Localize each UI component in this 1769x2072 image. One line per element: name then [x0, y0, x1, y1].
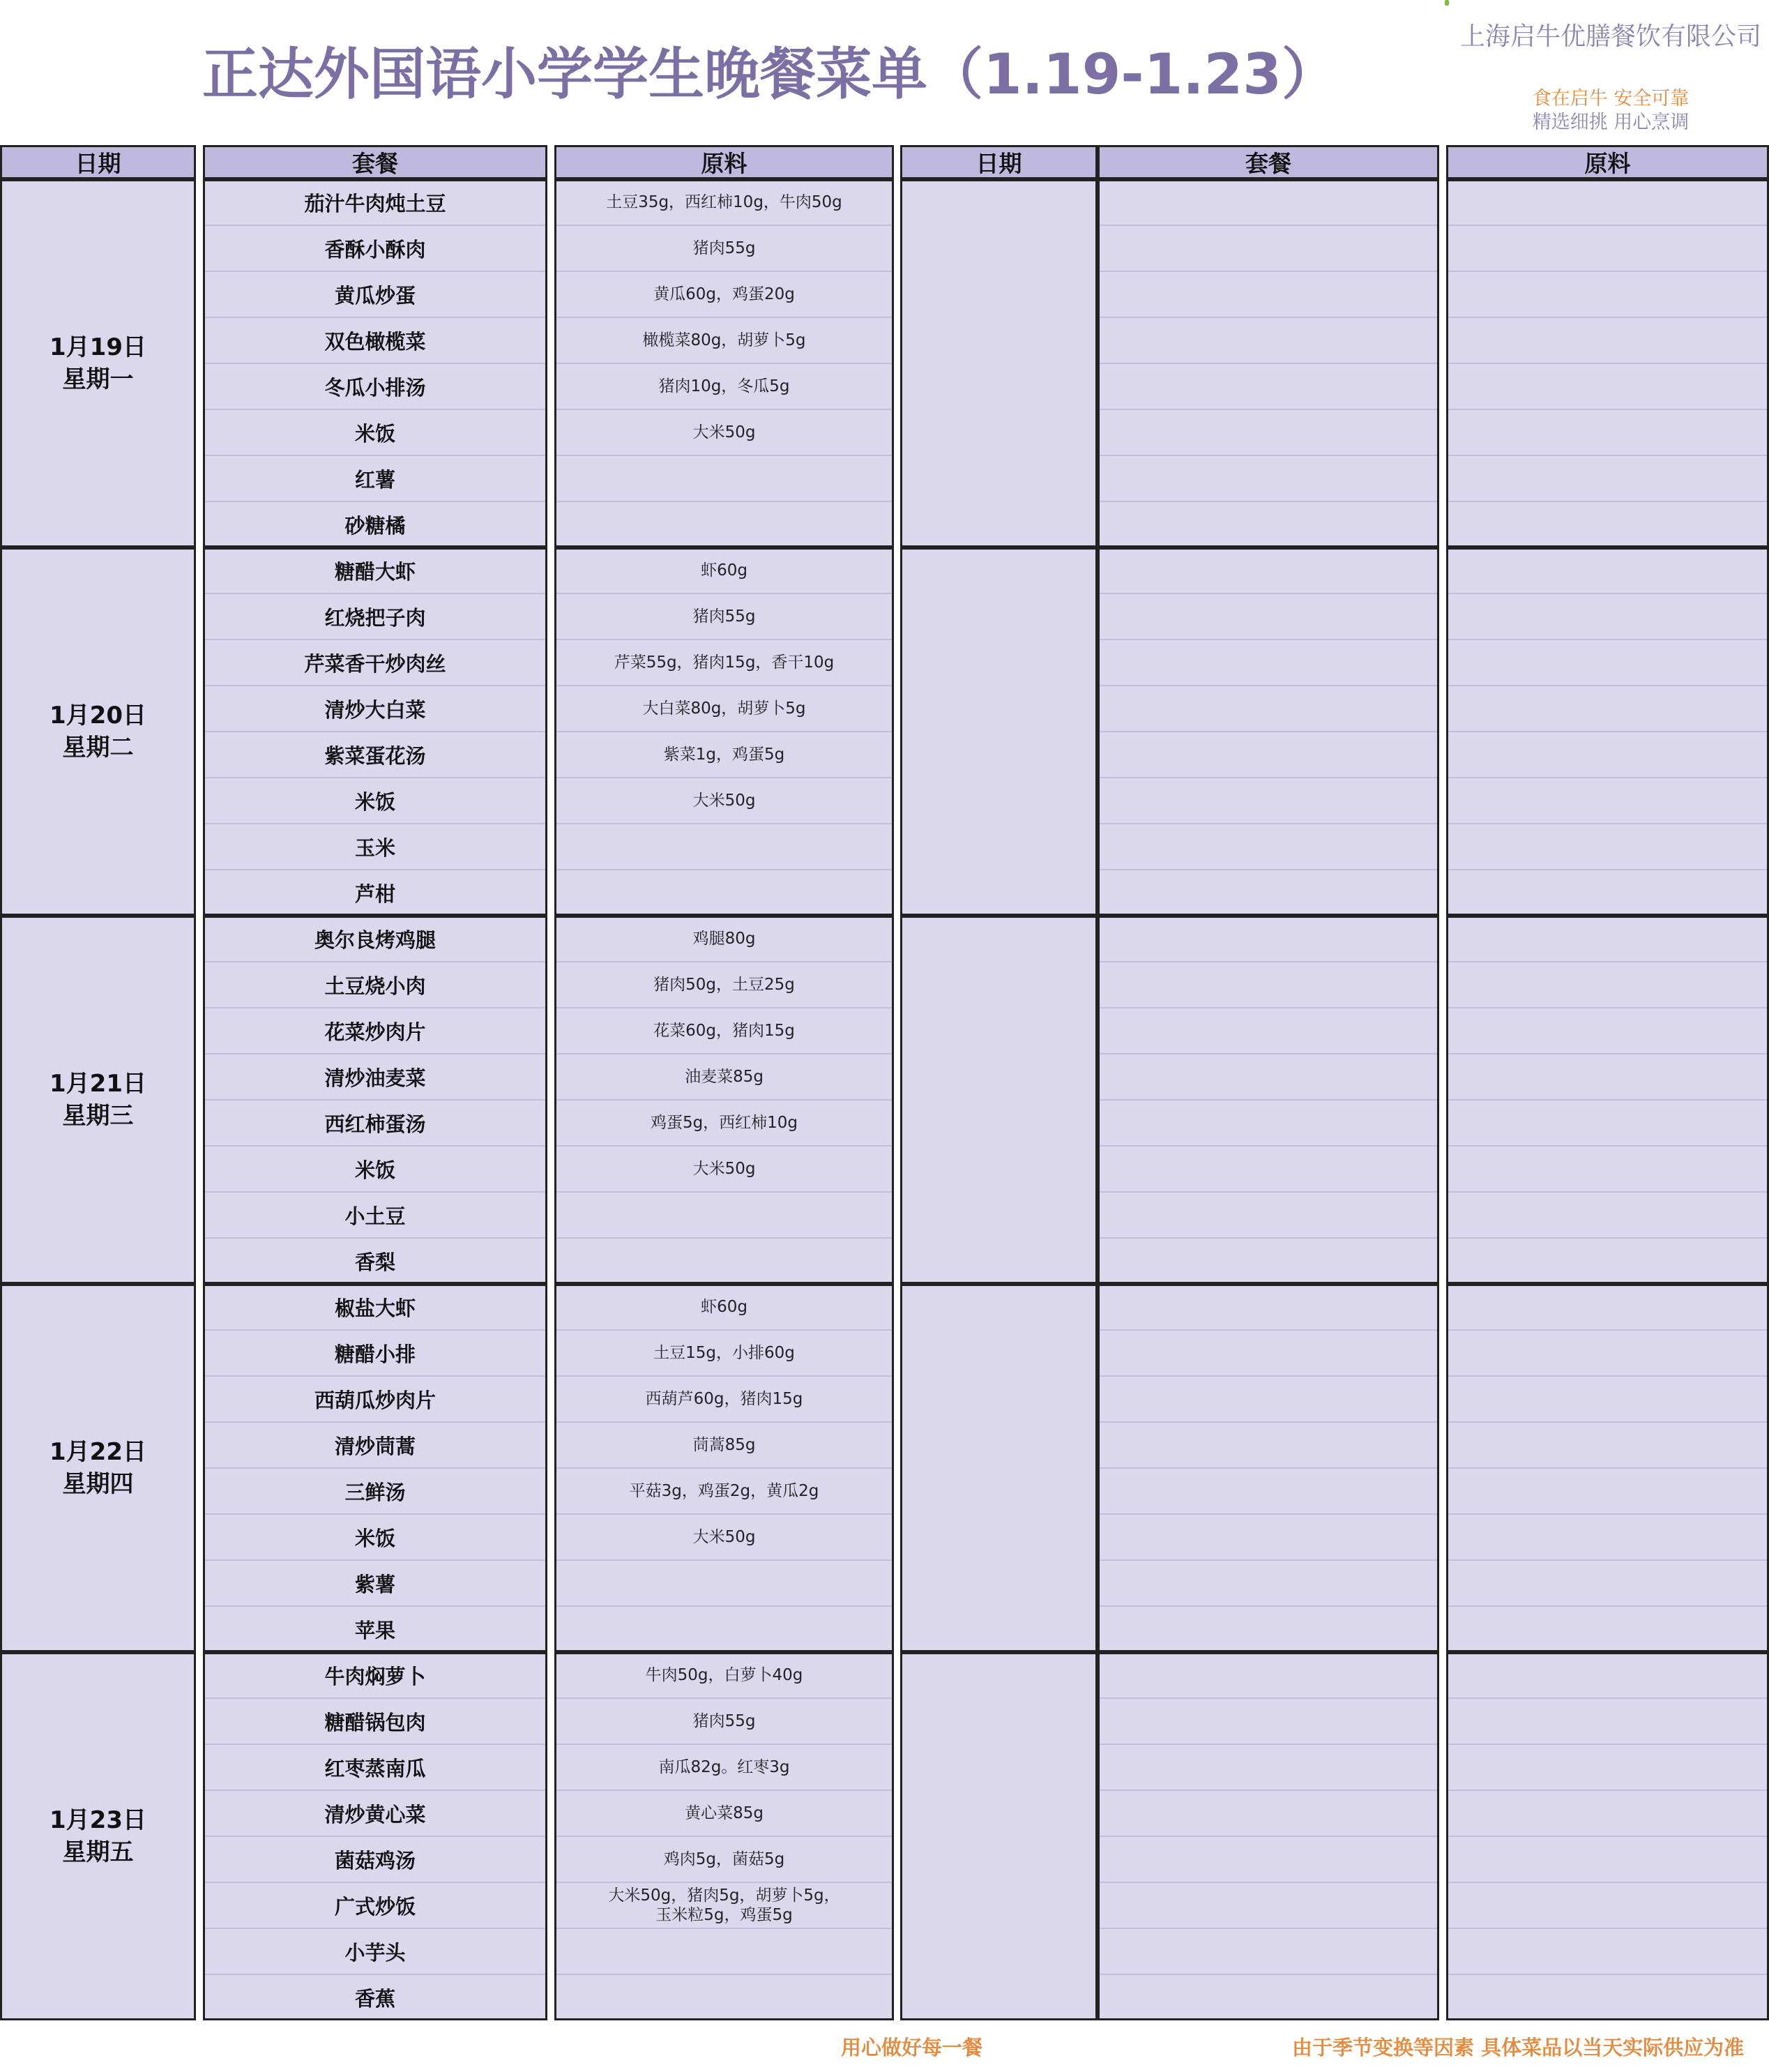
dish-name: 菌菇鸡汤	[203, 1836, 547, 1882]
dish-name: 红薯	[203, 455, 547, 501]
weekday-label: 星期一	[62, 365, 134, 393]
dish-name: 奥尔良烤鸡腿	[203, 916, 547, 962]
dish-name: 砂糖橘	[203, 501, 547, 547]
slogan-line-2: 精选细挑 用心烹调	[1532, 112, 1690, 133]
dish-name: 土豆烧小肉	[203, 962, 547, 1008]
ingredients: 花菜60g，猪肉15g	[554, 1008, 894, 1054]
dish-name: 广式炒饭	[203, 1882, 547, 1928]
dish-name: 清炒大白菜	[203, 686, 547, 732]
page-title: 正达外国语小学学生晚餐菜单（1.19-1.23）	[202, 42, 1337, 107]
date-cell	[0, 547, 196, 916]
dish-name: 紫薯	[203, 1560, 547, 1606]
right-ingredients-block-border	[1446, 1652, 1769, 2020]
dish-name: 米饭	[203, 1146, 547, 1192]
ingredients	[554, 501, 894, 547]
header-meal: 套餐	[203, 145, 547, 179]
dish-name: 香蕉	[203, 1974, 547, 2020]
date-cell	[0, 1284, 196, 1652]
dish-name: 花菜炒肉片	[203, 1008, 547, 1054]
ingredients: 猪肉55g	[554, 593, 894, 640]
dish-name: 冬瓜小排汤	[203, 363, 547, 409]
dish-name: 玉米	[203, 824, 547, 870]
weekday-label: 星期二	[62, 734, 134, 762]
ingredients: 猪肉50g，土豆25g	[554, 962, 894, 1008]
dish-name: 椒盐大虾	[203, 1284, 547, 1330]
ingredients: 大米50g	[554, 1146, 894, 1192]
dish-name: 糖醋锅包肉	[203, 1698, 547, 1744]
right-ingredients-block-border	[1446, 916, 1769, 1284]
ingredients: 大米50g	[554, 1514, 894, 1560]
ingredients	[554, 1974, 894, 2020]
empty-date-cell	[900, 1284, 1098, 1652]
header-date: 日期	[0, 145, 196, 179]
dish-name: 三鲜汤	[203, 1468, 547, 1514]
dish-name: 牛肉焖萝卜	[203, 1652, 547, 1698]
footer-notice: 由于季节变换等因素 具体菜品以当天实际供应为准	[1292, 2036, 1745, 2059]
ingredients: 鸡蛋5g，西红柿10g	[554, 1100, 894, 1146]
right-meal-block-border	[1098, 547, 1439, 916]
dish-name: 紫菜蛋花汤	[203, 732, 547, 778]
dish-name: 米饭	[203, 778, 547, 824]
ingredients	[554, 1928, 894, 1974]
ingredients: 虾60g	[554, 547, 894, 593]
dish-name: 香酥小酥肉	[203, 225, 547, 271]
date-label: 1月20日	[50, 702, 146, 729]
ingredients: 猪肉55g	[554, 225, 894, 271]
date-cell	[0, 1652, 196, 2020]
header-ingredients: 原料	[554, 145, 894, 179]
dish-name: 米饭	[203, 409, 547, 455]
ingredients: 南瓜82g。红枣3g	[554, 1744, 894, 1790]
ingredients: 茼蒿85g	[554, 1422, 894, 1468]
ingredients: 紫菜1g，鸡蛋5g	[554, 732, 894, 778]
dish-name: 茄汁牛肉炖土豆	[203, 179, 547, 225]
dish-name: 米饭	[203, 1514, 547, 1560]
dish-name: 芦柑	[203, 870, 547, 916]
dish-name: 清炒黄心菜	[203, 1790, 547, 1836]
date-label: 1月23日	[50, 1806, 146, 1834]
date-cell	[0, 179, 196, 547]
right-meal-block-border	[1098, 1284, 1439, 1652]
ingredients: 土豆15g，小排60g	[554, 1330, 894, 1376]
dish-name: 香梨	[203, 1238, 547, 1284]
company-name: 上海启牛优膳餐饮有限公司	[1459, 22, 1761, 51]
ingredients	[554, 1560, 894, 1606]
ingredients: 鸡肉5g，菌菇5g	[554, 1836, 894, 1882]
dish-name: 小芋头	[203, 1928, 547, 1974]
ingredients: 黄瓜60g，鸡蛋20g	[554, 271, 894, 317]
ingredients: 土豆35g，西红柿10g，牛肉50g	[554, 179, 894, 225]
ingredients: 猪肉10g，冬瓜5g	[554, 363, 894, 409]
ingredients: 大米50g	[554, 778, 894, 824]
ingredients: 黄心菜85g	[554, 1790, 894, 1836]
ingredients: 大白菜80g，胡萝卜5g	[554, 686, 894, 732]
dish-name: 红烧把子肉	[203, 593, 547, 640]
ingredients	[554, 824, 894, 870]
ingredients	[554, 1882, 894, 1928]
dish-name: 西红柿蛋汤	[203, 1100, 547, 1146]
ingredients: 虾60g	[554, 1284, 894, 1330]
ingredients	[554, 1606, 894, 1652]
right-meal-block-border	[1098, 179, 1439, 547]
menu-table	[0, 145, 1769, 2022]
date-label: 1月22日	[50, 1438, 146, 1466]
empty-date-cell	[900, 547, 1098, 916]
ingredients-line-1: 大米50g，猪肉5g，胡萝卜5g，	[608, 1886, 840, 1905]
right-ingredients-block-border	[1446, 179, 1769, 547]
ingredients: 牛肉50g，白萝卜40g	[554, 1652, 894, 1698]
ingredients: 大米50g	[554, 409, 894, 455]
right-header-ingredients: 原料	[1446, 145, 1769, 179]
dish-name: 芹菜香干炒肉丝	[203, 640, 547, 686]
empty-date-cell	[900, 916, 1098, 1284]
dish-name: 清炒茼蒿	[203, 1422, 547, 1468]
date-label: 1月21日	[50, 1070, 146, 1098]
empty-date-cell	[900, 179, 1098, 547]
dish-name: 红枣蒸南瓜	[203, 1744, 547, 1790]
date-label: 1月19日	[50, 333, 146, 361]
right-header-date: 日期	[900, 145, 1098, 179]
right-ingredients-block-border	[1446, 1284, 1769, 1652]
right-meal-block-border	[1098, 1652, 1439, 2020]
right-header-meal: 套餐	[1098, 145, 1439, 179]
dish-name: 清炒油麦菜	[203, 1054, 547, 1100]
date-cell	[0, 916, 196, 1284]
ingredients: 橄榄菜80g，胡萝卜5g	[554, 317, 894, 363]
ingredients: 西葫芦60g，猪肉15g	[554, 1376, 894, 1422]
ingredients	[554, 1192, 894, 1238]
corner-mark	[1445, 0, 1449, 6]
dish-name: 小土豆	[203, 1192, 547, 1238]
right-ingredients-block-border	[1446, 547, 1769, 916]
ingredients	[554, 870, 894, 916]
ingredients: 油麦菜85g	[554, 1054, 894, 1100]
dish-name: 双色橄榄菜	[203, 317, 547, 363]
ingredients: 平菇3g，鸡蛋2g，黄瓜2g	[554, 1468, 894, 1514]
ingredients: 芹菜55g，猪肉15g，香干10g	[554, 640, 894, 686]
weekday-label: 星期三	[62, 1102, 134, 1130]
ingredients: 猪肉55g	[554, 1698, 894, 1744]
empty-date-cell	[900, 1652, 1098, 2020]
weekday-label: 星期五	[62, 1838, 134, 1866]
dish-name: 苹果	[203, 1606, 547, 1652]
slogan-line-1: 食在启牛 安全可靠	[1532, 88, 1690, 109]
dish-name: 糖醋大虾	[203, 547, 547, 593]
ingredients: 鸡腿80g	[554, 916, 894, 962]
weekday-label: 星期四	[62, 1470, 134, 1498]
dish-name: 黄瓜炒蛋	[203, 271, 547, 317]
ingredients	[554, 455, 894, 501]
ingredients-line-2: 玉米粒5g，鸡蛋5g	[655, 1906, 793, 1924]
footer-slogan: 用心做好每一餐	[841, 2036, 983, 2059]
ingredients	[554, 1238, 894, 1284]
dish-name: 糖醋小排	[203, 1330, 547, 1376]
dish-name: 西葫瓜炒肉片	[203, 1376, 547, 1422]
right-meal-block-border	[1098, 916, 1439, 1284]
